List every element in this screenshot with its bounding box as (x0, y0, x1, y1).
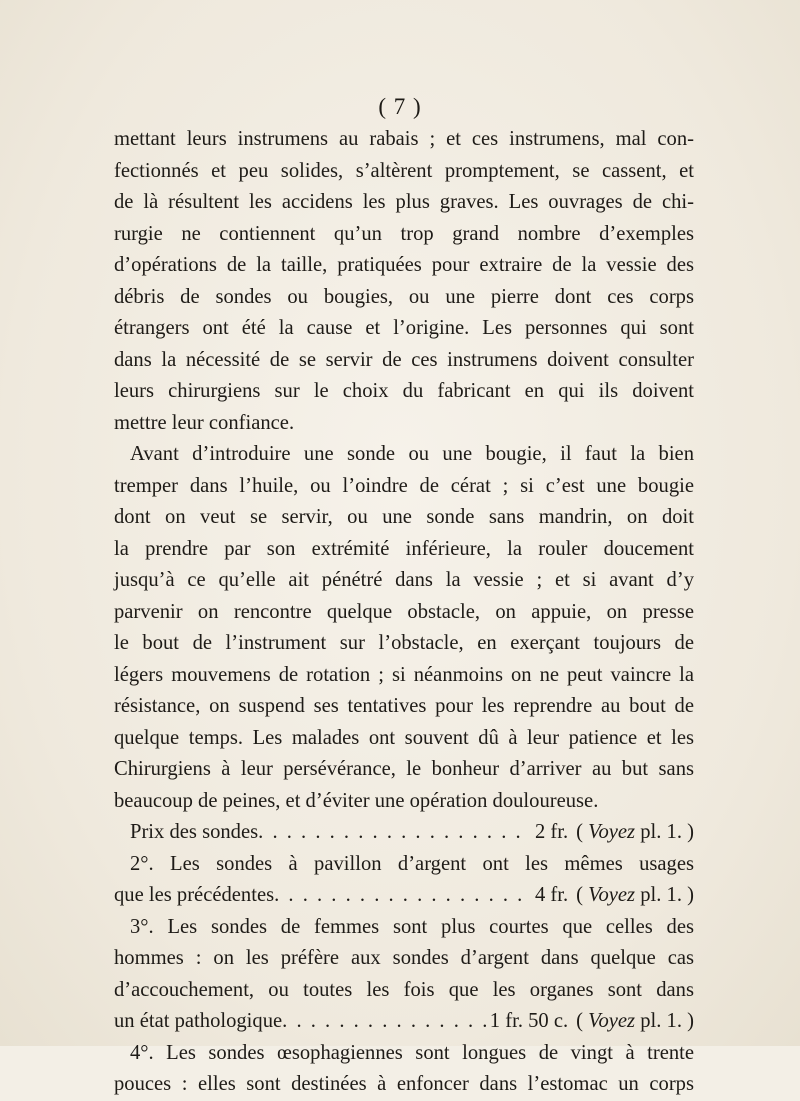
price-value: 2 fr. (534, 821, 569, 843)
text-line: légers mouvemens de rotation ; si néanmoins on ne peut vaincre la (114, 663, 694, 686)
text-line: résistance, on suspend ses tentatives pour les reprendre au bout de (114, 695, 694, 717)
item-3 (114, 912, 694, 1038)
price-label: que les précédentes (114, 884, 275, 906)
price-value: 4 fr. (534, 884, 569, 906)
text-line: mettant leurs instrumens au rabais ; et ces instrumens, mal con- (114, 128, 694, 150)
text-line: de là résultent les accidens les plus graves. Les ouvrages de chi- (114, 191, 694, 213)
body-text (114, 124, 694, 1101)
text-line: d’accouchement, ou toutes les fois que les organes sont dans (114, 978, 694, 1001)
text-line: le bout de l’instrument sur l’obstacle, en exerçant toujours de (114, 632, 694, 654)
text-line: la prendre par son extrémité inférieure, la rouler doucement (114, 537, 694, 560)
text-line: parvenir on rencontre quelque obstacle, on appuie, on presse (114, 600, 694, 623)
price-entry-femmes (114, 1006, 694, 1038)
text-line: 4°. Les sondes œsophagiennes sont longues de vingt à trente (130, 1041, 694, 1064)
paragraph-insertion (114, 439, 694, 817)
text-line: 3°. Les sondes de femmes sont plus courtes que celles des (130, 915, 694, 938)
price-label: un état pathologique (114, 1010, 283, 1032)
price-entry-sondes (114, 817, 694, 849)
plate-reference: ( Voyez pl. 1. ) (576, 1010, 694, 1032)
text-line: 2°. Les sondes à pavillon d’argent ont les mêmes usages (130, 852, 694, 875)
text-line: rurgie ne contiennent qu’un trop grand nombre d’exemples (114, 222, 694, 245)
text-line: mettre leur confiance. (114, 411, 295, 434)
text-line: d’opérations de la taille, pratiquées pour extraire de la vessie des (114, 254, 694, 276)
text-line: beaucoup de peines, et d’éviter une opération douloureuse. (114, 789, 599, 812)
text-line: leurs chirurgiens sur le choix du fabricant en qui ils doivent (114, 380, 694, 402)
paragraph-continuation (114, 124, 694, 439)
text-line: Chirurgiens à leur persévérance, le bonheur d’arriver au but sans (114, 758, 694, 780)
dot-leader (282, 1006, 486, 1038)
text-line: pouces : elles sont destinées à enfoncer dans l’estomac un corps (114, 1073, 694, 1095)
text-line: tremper dans l’huile, ou l’oindre de cérat ; si c’est une bougie (114, 474, 694, 497)
item-2 (114, 849, 694, 912)
price-value: 1 fr. 50 c. (489, 1010, 569, 1032)
price-label: Prix des sondes (130, 821, 259, 843)
text-line: jusqu’à ce qu’elle ait pénétré dans la vessie ; et si avant d’y (114, 569, 694, 591)
text-line: dans la nécessité de se servir de ces instrumens doivent consulter (114, 348, 694, 371)
dot-leader (274, 880, 531, 912)
plate-reference: ( Voyez pl. 1. ) (576, 884, 694, 906)
price-entry-pavillon (114, 880, 694, 912)
item-4 (114, 1038, 694, 1101)
dot-leader (258, 817, 531, 849)
text-line: fectionnés et peu solides, s’altèrent promptement, se cassent, et (114, 159, 694, 182)
text-line: hommes : on les préfère aux sondes d’argent dans quelque cas (114, 947, 694, 969)
page-number: ( 7 ) (378, 94, 422, 119)
text-line: Avant d’introduire une sonde ou une bougie, il faut la bien (130, 443, 694, 465)
plate-reference: ( Voyez pl. 1. ) (576, 821, 694, 843)
text-line: débris de sondes ou bougies, ou une pierre dont ces corps (114, 285, 694, 308)
text-line: quelque temps. Les malades ont souvent dû à leur patience et les (114, 726, 694, 749)
text-line: dont on veut se servir, ou une sonde sans mandrin, on doit (114, 506, 694, 528)
text-line: étrangers ont été la cause et l’origine. Les personnes qui sont (114, 317, 694, 339)
